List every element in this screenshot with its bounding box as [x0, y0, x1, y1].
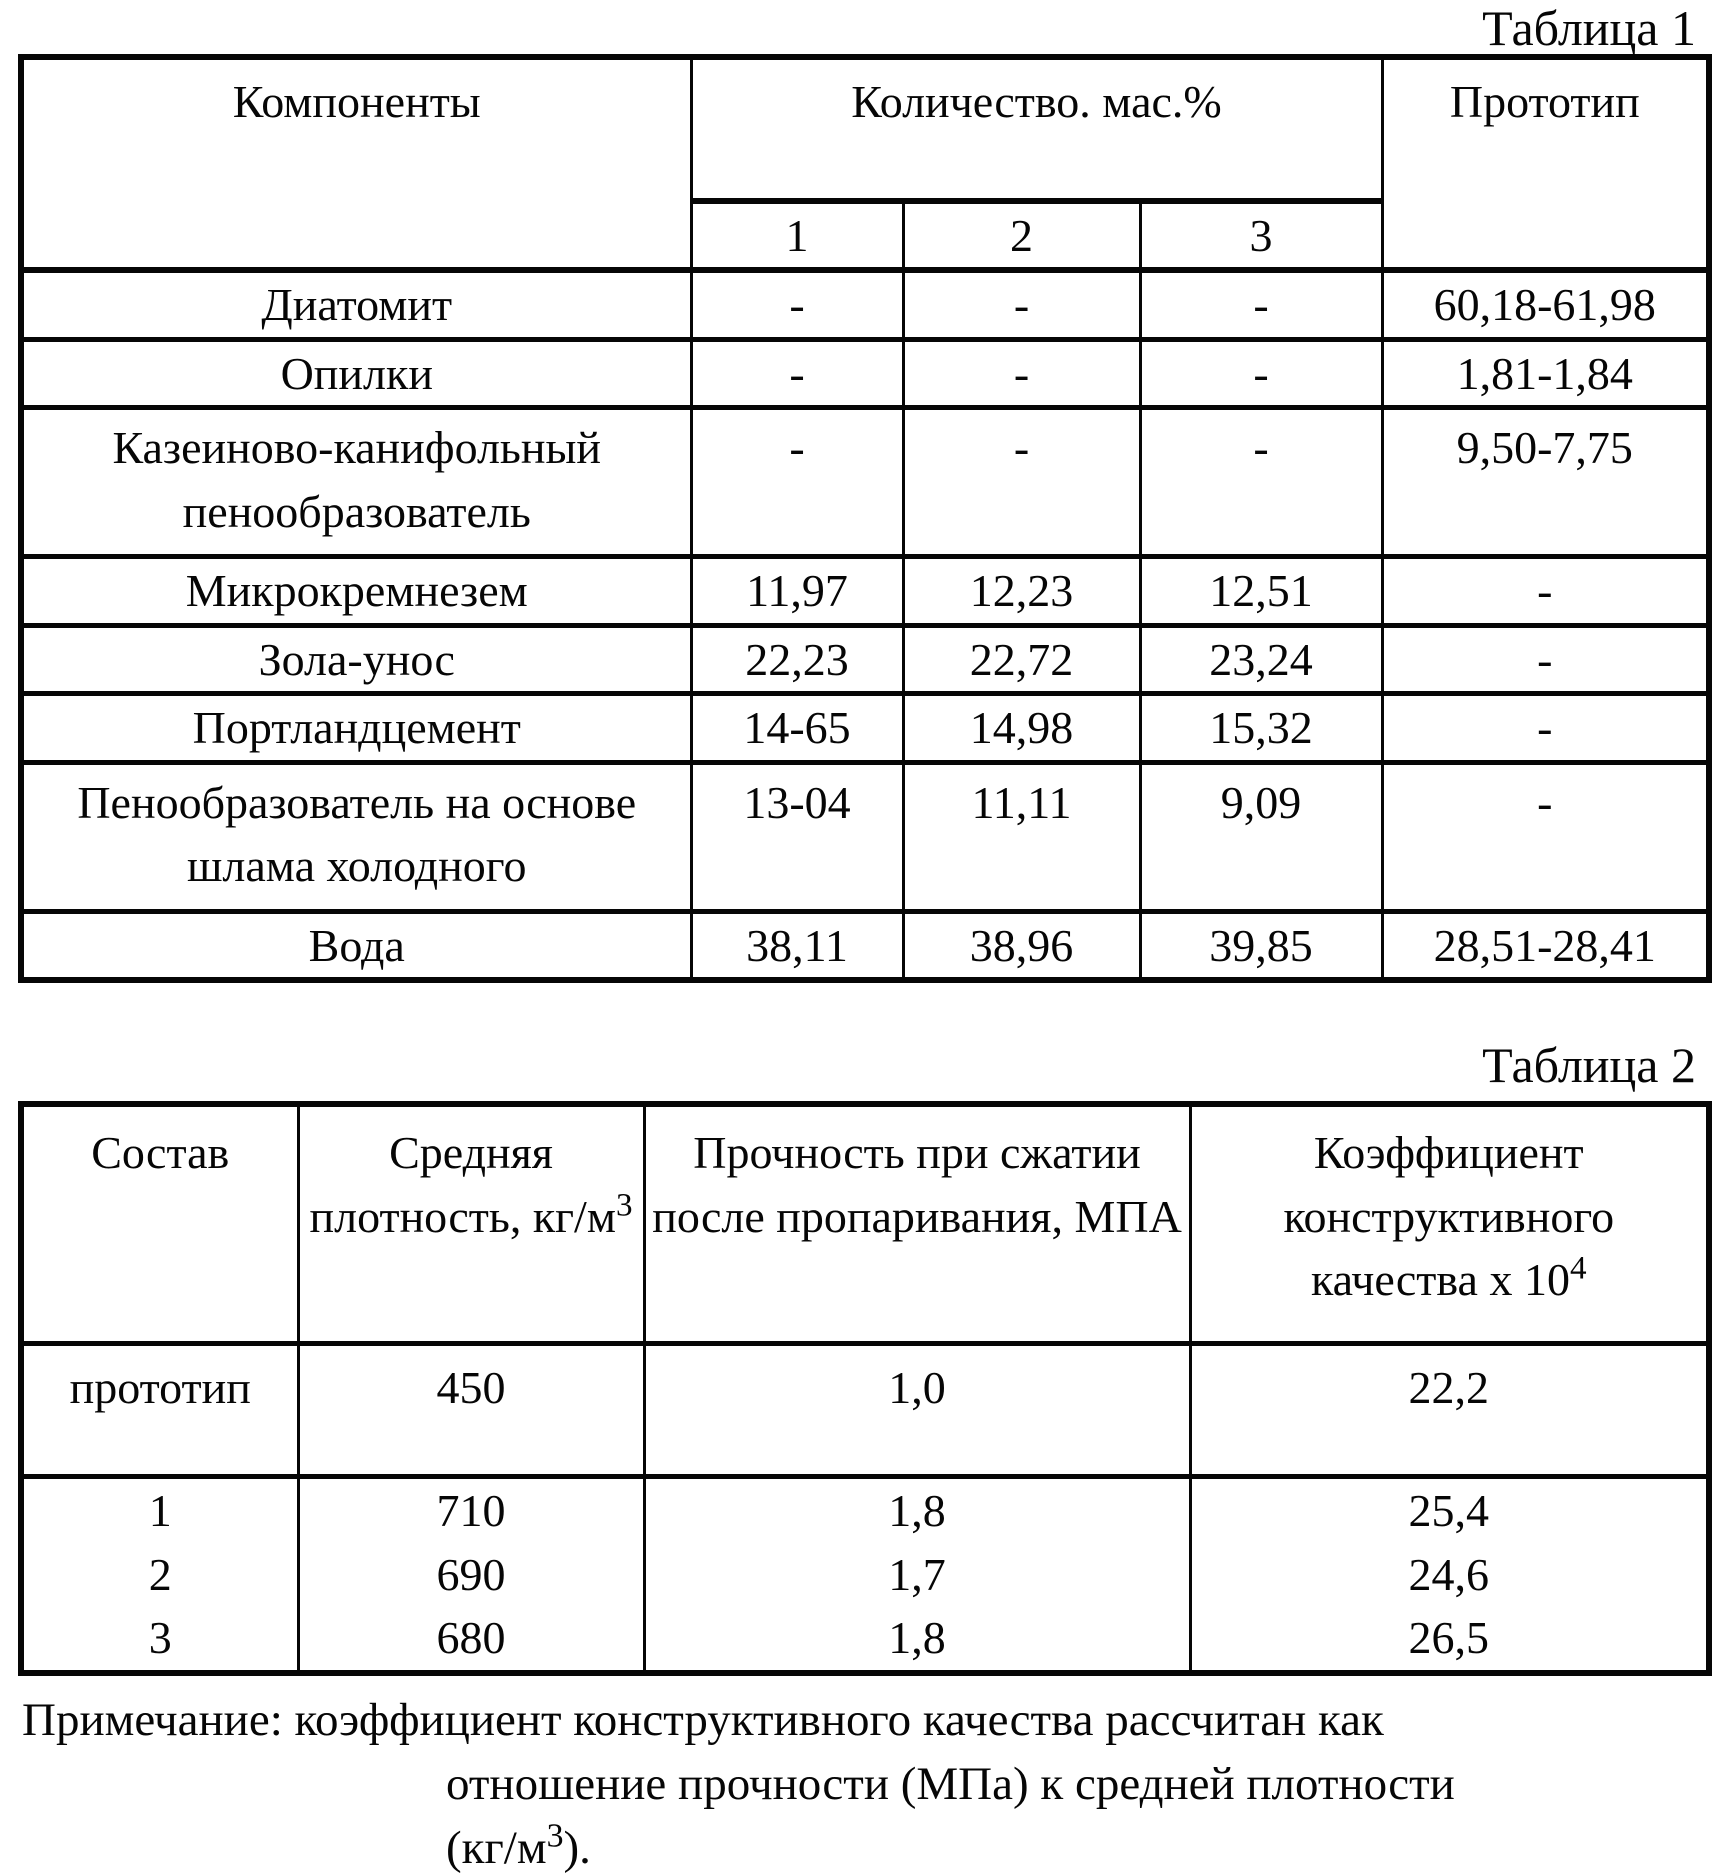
note-line-1: Примечание: коэффициент конструктивного качества рассчитан как: [22, 1693, 1384, 1746]
value-cell: 15,32: [1140, 694, 1382, 762]
table2-caption: Таблица 2: [1482, 1037, 1696, 1094]
value-cell: 710: [298, 1477, 644, 1543]
value-cell: 14-65: [691, 694, 903, 762]
value-cell: -: [691, 270, 903, 339]
component-name: Опилки: [21, 339, 691, 407]
components-table: [18, 54, 1712, 983]
value-cell: 24,6: [1190, 1543, 1709, 1606]
note-line-3-end: ).: [563, 1821, 591, 1874]
table2-header-quality: [1190, 1104, 1709, 1344]
table1-subheader-col1: 1: [691, 201, 903, 270]
value-cell: 9,50-7,75: [1382, 408, 1709, 557]
value-cell: 28,51-28,41: [1382, 911, 1709, 980]
value-cell: 680: [298, 1606, 644, 1672]
value-cell: 12,23: [903, 557, 1140, 625]
value-cell: 23,24: [1140, 625, 1382, 693]
table2-header-row: [21, 1104, 1709, 1344]
value-cell: 1,81-1,84: [1382, 339, 1709, 407]
value-cell: 1,8: [644, 1606, 1190, 1672]
value-cell: -: [1382, 694, 1709, 762]
value-cell: 11,97: [691, 557, 903, 625]
component-name: Казеиново-канифольный пенообразователь: [21, 408, 691, 557]
quality-superscript: 4: [1569, 1249, 1587, 1287]
table1-row: [21, 270, 1709, 339]
component-name: Зола-унос: [21, 625, 691, 693]
table2-row: [21, 1344, 1709, 1477]
table1-row: [21, 762, 1709, 911]
value-cell: 1,0: [644, 1344, 1190, 1477]
composition-cell: 1: [21, 1477, 298, 1543]
value-cell: 60,18-61,98: [1382, 270, 1709, 339]
value-cell: 25,4: [1190, 1477, 1709, 1543]
table1-header-components: Компоненты: [21, 57, 691, 270]
table1-row: [21, 339, 1709, 407]
value-cell: -: [1382, 762, 1709, 911]
density-superscript: 3: [615, 1186, 633, 1224]
value-cell: 450: [298, 1344, 644, 1477]
table1-subheader-col2: 2: [903, 201, 1140, 270]
table1-header-quantity: Количество. мас.%: [691, 57, 1382, 201]
component-name: Пенообразователь на основе шлама холодного: [21, 762, 691, 911]
value-cell: -: [1382, 557, 1709, 625]
table2-body: [21, 1344, 1709, 1673]
composition-cell: 2: [21, 1543, 298, 1606]
value-cell: 13-04: [691, 762, 903, 911]
component-name: Микрокремнезем: [21, 557, 691, 625]
table1-row: [21, 911, 1709, 980]
component-name: Портландцемент: [21, 694, 691, 762]
table1-header: [21, 57, 1709, 270]
component-name: Диатомит: [21, 270, 691, 339]
composition-cell: прототип: [21, 1344, 298, 1477]
table1-header-prototype: Прототип: [1382, 57, 1709, 270]
table2-header-composition: Состав: [21, 1104, 298, 1344]
value-cell: 14,98: [903, 694, 1140, 762]
table1-row: [21, 557, 1709, 625]
value-cell: -: [903, 270, 1140, 339]
table1-row: [21, 625, 1709, 693]
value-cell: 12,51: [1140, 557, 1382, 625]
value-cell: 11,11: [903, 762, 1140, 911]
table1-row: [21, 694, 1709, 762]
value-cell: -: [1382, 625, 1709, 693]
note-line-3: [446, 1817, 1706, 1876]
value-cell: 22,23: [691, 625, 903, 693]
value-cell: 38,11: [691, 911, 903, 980]
properties-table: [18, 1101, 1712, 1675]
table1-row: [21, 408, 1709, 557]
table1-body: [21, 270, 1709, 980]
value-cell: -: [1140, 339, 1382, 407]
composition-cell: 3: [21, 1606, 298, 1672]
value-cell: 39,85: [1140, 911, 1382, 980]
value-cell: -: [1140, 408, 1382, 557]
table2-row: [21, 1543, 1709, 1606]
value-cell: 1,7: [644, 1543, 1190, 1606]
note-line-2: отношение прочности (МПа) к средней плотности: [446, 1757, 1455, 1810]
table1-subheader-col3: 3: [1140, 201, 1382, 270]
note-line-3-superscript: 3: [546, 1817, 564, 1855]
density-label: Средняя плотность, кг/м: [309, 1127, 616, 1242]
value-cell: 22,72: [903, 625, 1140, 693]
value-cell: 38,96: [903, 911, 1140, 980]
note-line-3-start: (кг/м: [446, 1821, 547, 1874]
table2-row: [21, 1477, 1709, 1543]
table1-header-row: [21, 57, 1709, 201]
value-cell: -: [903, 408, 1140, 557]
value-cell: -: [903, 339, 1140, 407]
value-cell: -: [691, 408, 903, 557]
value-cell: 690: [298, 1543, 644, 1606]
quality-label: Коэффициент конструктивного качества x 10: [1283, 1127, 1615, 1306]
value-cell: -: [1140, 270, 1382, 339]
value-cell: 1,8: [644, 1477, 1190, 1543]
table1-caption: Таблица 1: [1482, 0, 1696, 56]
table2-header-strength: Прочность при сжатии после пропаривания, МПА: [644, 1104, 1190, 1344]
table2-row: [21, 1606, 1709, 1672]
table2-header: [21, 1104, 1709, 1344]
value-cell: -: [691, 339, 903, 407]
value-cell: 26,5: [1190, 1606, 1709, 1672]
component-name: Вода: [21, 911, 691, 980]
value-cell: 9,09: [1140, 762, 1382, 911]
note: [18, 1692, 1706, 1876]
table2-header-density: [298, 1104, 644, 1344]
value-cell: 22,2: [1190, 1344, 1709, 1477]
